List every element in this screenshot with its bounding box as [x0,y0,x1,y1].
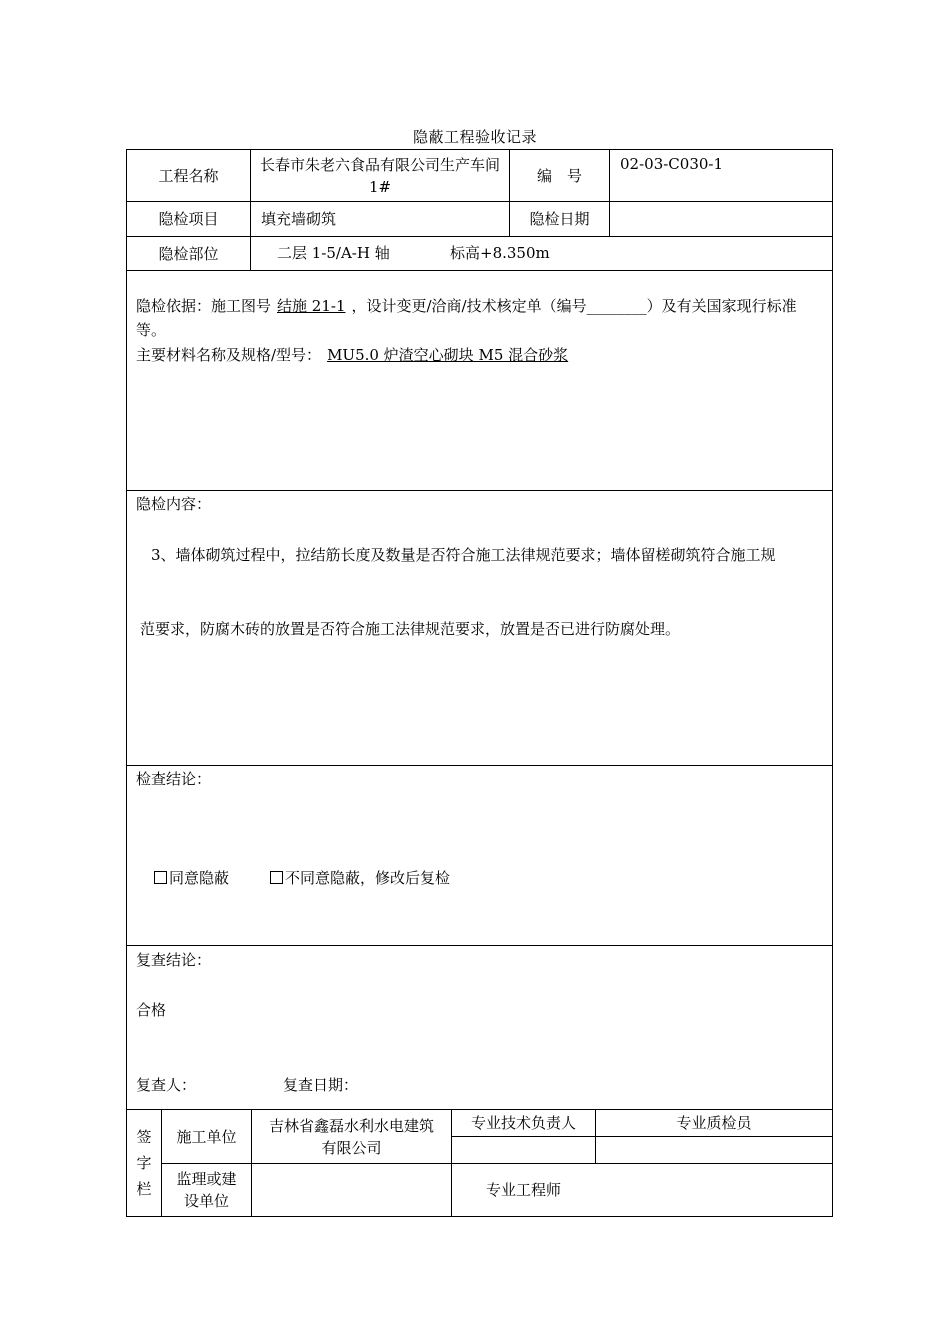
document-title: 隐蔽工程验收记录 [412,128,537,146]
recheck-label: 复查结论： [136,951,212,969]
contractor-label: 施工单位 [176,1127,237,1146]
content-line-1: 3、墙体砌筑过程中，拉结筋长度及数量是否符合施工法律规范要求；墙体留槎砌筑符合施工规 [151,546,776,564]
content-label: 隐检内容： [136,495,212,513]
drawing-number: 结施 21-1 [277,297,346,315]
change-number: ________ [586,297,647,315]
location-value: 二层 1-5/A-H 轴 [277,244,390,262]
disagree-checkbox[interactable] [270,871,283,884]
elevation-value: 标高+8.350m [450,244,550,262]
contractor-name: 吉林省鑫磊水利水电建筑有限公司 [268,1116,434,1157]
date-value [610,202,832,236]
date-label: 隐检日期 [529,210,590,228]
supervisor-label: 监理或建设单位 [176,1170,237,1210]
basis-middle: ，设计变更/洽商/技术核定单（编号 [351,297,587,315]
materials-label: 主要材料名称及规格/型号： [136,346,322,364]
qc-label: 专业质检员 [676,1114,752,1132]
agree-text: 同意隐蔽 [169,869,230,887]
project-name-label: 工程名称 [158,166,219,185]
content-line-2: 范要求，防腐木砖的放置是否符合施工法律规范要求，放置是否已进行防腐处理。 [140,620,681,638]
basis-prefix: 隐检依据：施工图号 [136,297,272,315]
basis-suffix: ）及有关国家现行标准等。 [136,297,797,339]
item-label: 隐检项目 [158,210,219,228]
materials-value: MU5.0 炉渣空心砌块 M5 混合砂浆 [327,346,569,364]
check-label: 检查结论： [136,770,212,788]
agree-checkbox[interactable] [154,871,167,884]
sign-column-label: 签字栏 [136,1128,152,1198]
recheck-result: 合格 [136,1001,167,1019]
number-value: 02-03-C030-1 [620,155,724,173]
inspection-form [126,149,833,1217]
tech-lead-label: 专业技术负责人 [470,1114,576,1132]
basis-paragraph [136,294,826,342]
disagree-text: 不同意隐蔽，修改后复检 [285,869,451,887]
agree-option[interactable] [154,866,229,890]
project-name-value: 长春市朱老六食品有限公司生产车间 1# [259,155,500,196]
number-label: 编 号 [536,166,582,185]
location-label: 隐检部位 [158,244,219,263]
disagree-option[interactable] [270,866,450,890]
materials-line [136,343,574,367]
item-value: 填充墙砌筑 [261,210,337,228]
recheck-date-label: 复查日期： [283,1076,359,1094]
engineer-label: 专业工程师 [485,1181,561,1199]
recheck-person-label: 复查人： [136,1076,197,1094]
